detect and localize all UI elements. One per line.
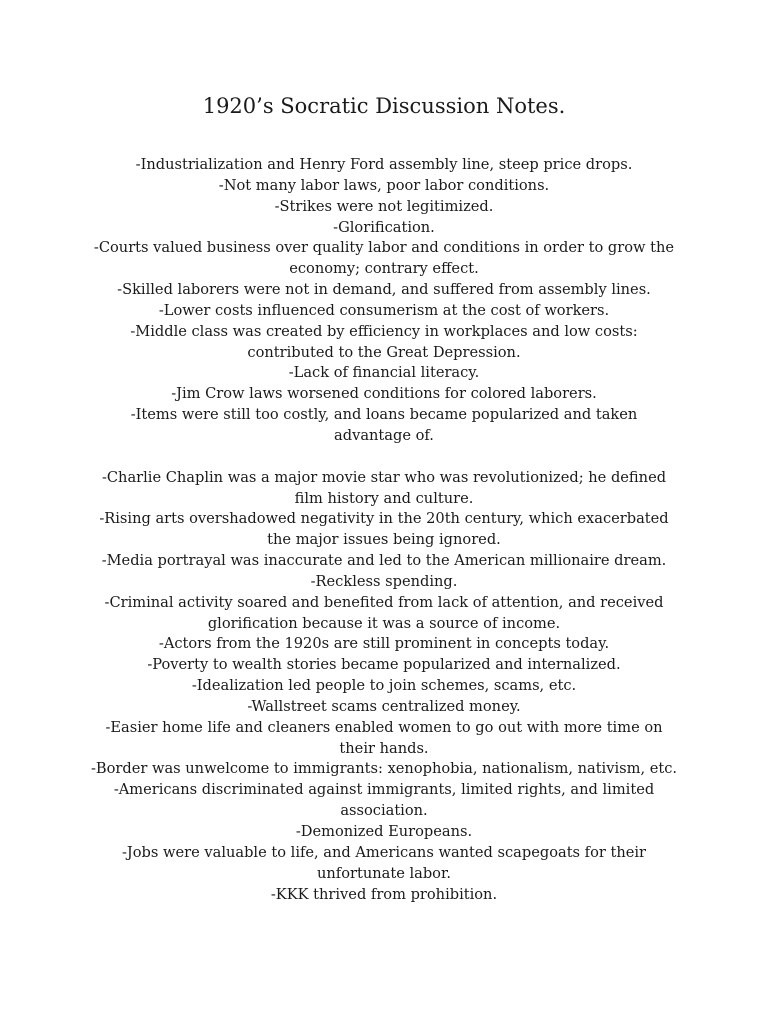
note-line: -Items were still too costly, and loans became popularized and taken advantage of. bbox=[130, 406, 638, 444]
note-line: -Idealization led people to join schemes, scams, etc. bbox=[191, 677, 577, 695]
notes-body bbox=[90, 155, 678, 905]
note-line: -Courts valued business over quality labor and conditions in order to grow the economy; contrary effect. bbox=[93, 239, 675, 278]
note-line: -Skilled laborers were not in demand, and suffered from assembly lines. bbox=[117, 281, 651, 299]
note-line: -Lack of financial literacy. bbox=[288, 364, 480, 382]
note-line: -Border was unwelcome to immigrants: xenophobia, nationalism, nativism, etc. bbox=[90, 760, 678, 778]
note-line: -Easier home life and cleaners enabled women to go out with more time on their hands. bbox=[105, 718, 663, 757]
note-line: -Criminal activity soared and benefited from lack of attention, and received glorification because it was a source of income. bbox=[104, 593, 664, 632]
note-line: -Middle class was created by efficiency in workplaces and low costs: contributed to the Great Depression. bbox=[130, 322, 638, 361]
note-line: -Charlie Chaplin was a major movie star who was revolutionized; he defined film history and culture. bbox=[101, 468, 667, 507]
note-line: -Wallstreet scams centralized money. bbox=[247, 697, 521, 715]
note-line: -Demonized Europeans. bbox=[295, 823, 473, 840]
note-line: -Media portrayal was inaccurate and led to the American millionaire dream. bbox=[101, 552, 667, 570]
note-line: -Actors from the 1920s are still prominent in concepts today. bbox=[158, 635, 610, 653]
page-title: 1920’s Socratic Discussion Notes. bbox=[202, 94, 566, 118]
note-line: -Rising arts overshadowed negativity in the 20th century, which exacerbated the major issues being ignored. bbox=[99, 510, 669, 549]
note-line: -Jim Crow laws worsened conditions for colored laborers. bbox=[171, 385, 597, 403]
note-line: -Lower costs influenced consumerism at the cost of workers. bbox=[158, 301, 610, 319]
note-line: -KKK thrived from prohibition. bbox=[270, 885, 498, 903]
note-line: -Glorification. bbox=[333, 218, 435, 236]
note-line: -Strikes were not legitimized. bbox=[274, 197, 494, 215]
notes-group-1 bbox=[90, 155, 678, 447]
note-line: -Industrialization and Henry Ford assembly line, steep price drops. bbox=[135, 156, 633, 173]
note-line: -Poverty to wealth stories became popularized and internalized. bbox=[147, 656, 621, 674]
note-line: -Jobs were valuable to life, and Americans wanted scapegoats for their unfortunate labor. bbox=[121, 843, 647, 882]
note-line: -Americans discriminated against immigrants, limited rights, and limited association. bbox=[113, 781, 655, 820]
note-line: -Not many labor laws, poor labor conditions. bbox=[218, 176, 550, 194]
note-line: -Reckless spending. bbox=[310, 572, 458, 590]
notes-group-2 bbox=[90, 468, 678, 906]
